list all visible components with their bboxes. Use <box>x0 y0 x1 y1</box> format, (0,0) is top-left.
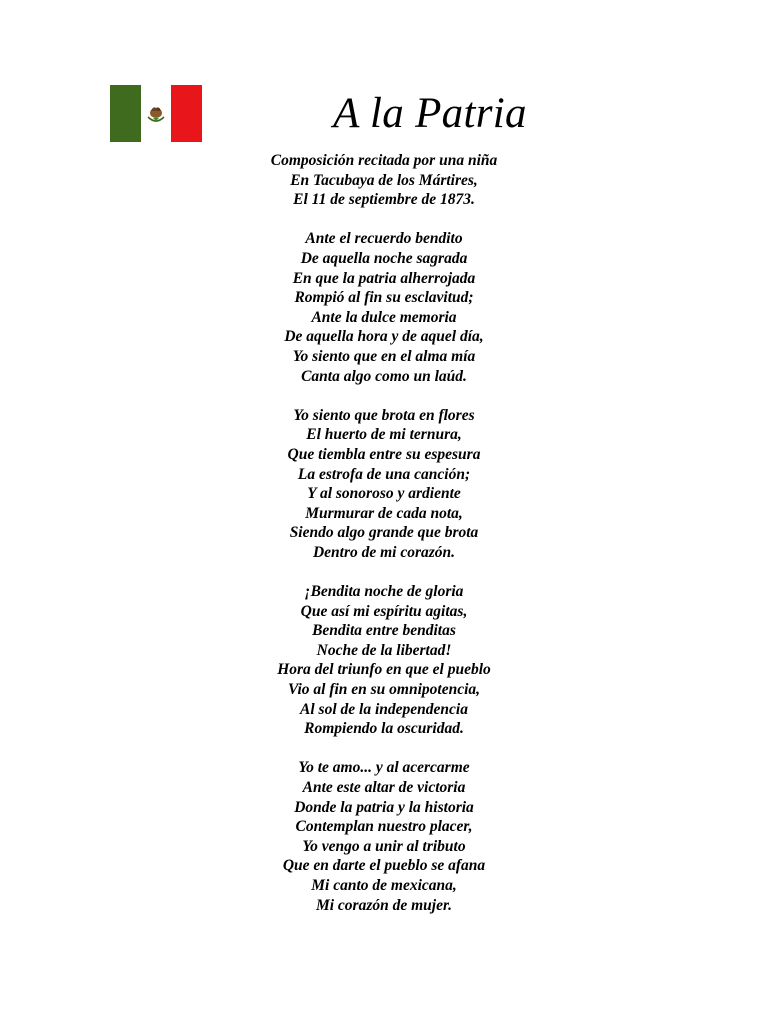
stanza <box>0 406 768 563</box>
poem-line: Que en darte el pueblo se afana <box>282 857 486 875</box>
poem-line: Canta algo como un laúd. <box>301 367 467 385</box>
poem-line: Donde la patria y la historia <box>294 798 474 816</box>
poem-line: Mi corazón de mujer. <box>315 896 453 914</box>
poem-line: Noche de la libertad! <box>316 641 452 659</box>
poem-line: Vio al fin en su omnipotencia, <box>287 681 481 699</box>
poem-line: En que la patria alherrojada <box>292 269 476 287</box>
stanza <box>0 758 768 915</box>
poem-intro <box>0 151 768 210</box>
poem-line: Hora del triunfo en que el pueblo <box>277 661 491 679</box>
poem-line: De aquella noche sagrada <box>300 249 468 267</box>
poem-line: Al sol de la independencia <box>300 700 468 718</box>
stanza <box>0 582 768 739</box>
poem-line: Yo siento que en el alma mía <box>292 347 476 365</box>
poem-line: Ante la dulce memoria <box>311 308 457 326</box>
stanza <box>0 229 768 386</box>
poem-line: El huerto de mi ternura, <box>306 426 462 444</box>
poem-line: Yo vengo a unir al tributo <box>302 837 466 855</box>
poem-line: Que así mi espíritu agitas, <box>300 602 468 620</box>
poem-line: ¡Bendita noche de gloria <box>304 583 464 601</box>
poem-line: De aquella hora y de aquel día, <box>284 328 484 346</box>
poem-line: En Tacubaya de los Mártires, <box>290 171 478 189</box>
poem-line: Siendo algo grande que brota <box>289 524 479 542</box>
poem-line: Y al sonoroso y ardiente <box>307 485 461 503</box>
poem <box>0 151 768 935</box>
poem-line: Bendita entre benditas <box>312 622 456 640</box>
poem-line: Yo siento que brota en flores <box>293 406 475 424</box>
poem-line: Mi canto de mexicana, <box>311 876 457 894</box>
poem-line: Dentro de mi corazón. <box>312 543 456 561</box>
poem-line: Ante el recuerdo bendito <box>305 230 463 248</box>
poem-line: La estrofa de una canción; <box>297 465 471 483</box>
poem-line: Contemplan nuestro placer, <box>295 818 473 836</box>
page-title: A la Patria <box>333 90 527 137</box>
poem-line: Composición recitada por una niña <box>270 152 498 169</box>
poem-line: Yo te amo... y al acercarme <box>298 759 470 777</box>
poem-line: Rompió al fin su esclavitud; <box>294 289 474 307</box>
poem-line: Murmurar de cada nota, <box>305 504 463 522</box>
poem-line: El 11 de septiembre de 1873. <box>293 191 475 209</box>
poem-line: Rompiendo la oscuridad. <box>304 720 464 738</box>
poem-line: Que tiembla entre su espesura <box>287 445 481 463</box>
poem-line: Ante este altar de victoria <box>302 779 466 796</box>
